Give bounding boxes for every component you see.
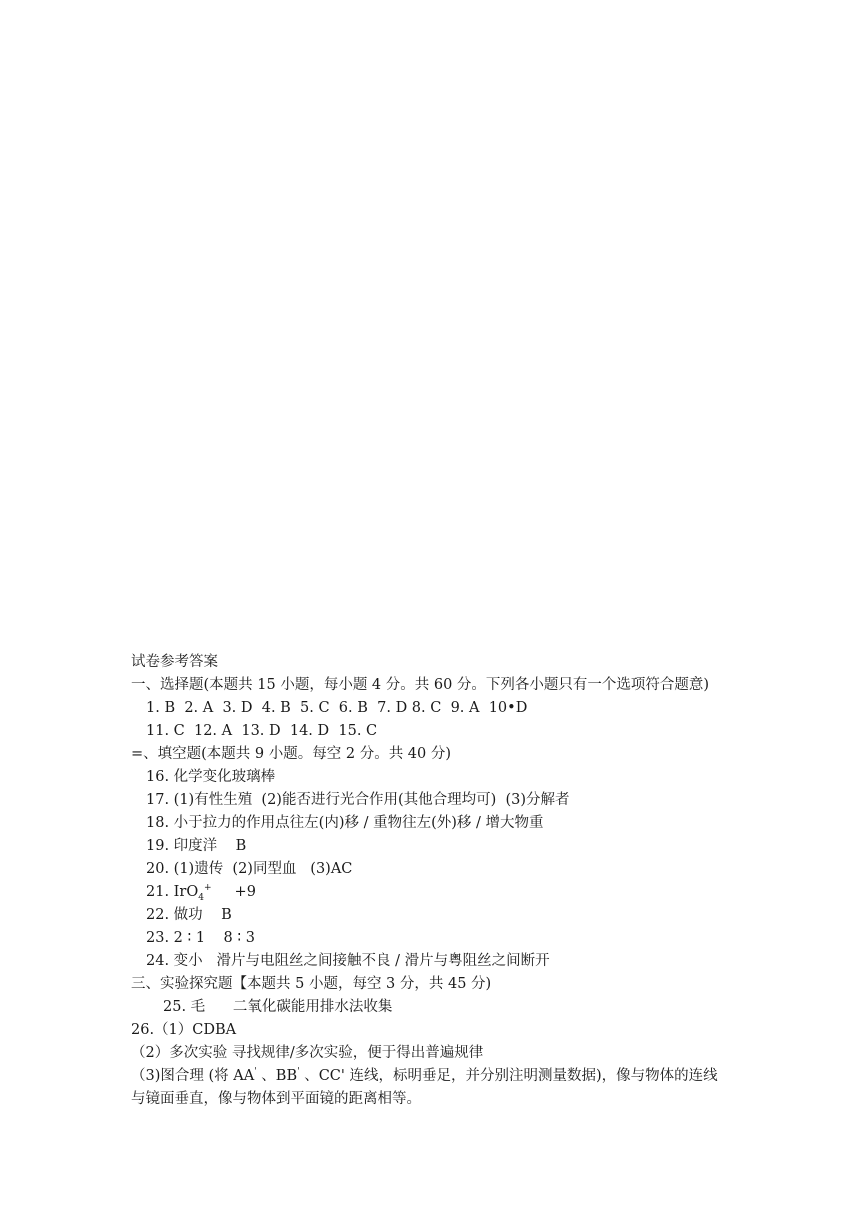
answer-q21-superscript: + — [203, 883, 212, 894]
answer-q22: 22. 做功 B — [146, 907, 232, 923]
answer-q26-part3 — [131, 1066, 718, 1088]
section1-heading: 一、选择题(本题共 15 小题，每小题 4 分。共 60 分。下列各小题只有一个选项符合题意) — [131, 677, 710, 693]
answer-q26-part3-text-a: （3)图合理 (将 AA — [131, 1068, 255, 1084]
section1-answers-row2: 11. C 12. A 13. D 14. D 15. C — [146, 723, 378, 739]
answer-q26-part3-continued: 与镜面垂直，像与物体到平面镜的距离相等。 — [131, 1091, 421, 1107]
section1-answers-row1: 1. B 2. A 3. D 4. B 5. C 6. B 7. D 8. C 9. A 10•D — [146, 700, 528, 716]
answer-q21 — [146, 882, 256, 904]
section2-heading: =、填空题(本题共 9 小题。每空 2 分。共 40 分) — [131, 746, 452, 762]
answer-q20: 20. (1)遗传 (2)同型血 (3)AC — [146, 861, 353, 877]
answer-q26-part2: （2）多次实验 寻找规律/多次实验，便于得出普遍规律 — [131, 1045, 484, 1061]
answer-q21-formula: 21. IrO — [146, 884, 199, 900]
answer-q21-subscript: 4 — [198, 892, 204, 903]
answer-q26-part3-text-b: 、BB — [256, 1068, 298, 1084]
answer-q16: 16. 化学变化玻璃棒 — [146, 769, 276, 785]
answer-q26-part1: 26.（1）CDBA — [131, 1022, 237, 1038]
answer-q19: 19. 印度洋 B — [146, 838, 247, 854]
prime-mark-1: ' — [254, 1067, 257, 1078]
answer-q26-part3-text-c: 、CC' 连线，标明垂足，并分别注明测量数据)，像与物体的连线 — [299, 1068, 718, 1084]
answer-q25: 25. 毛 二氧化碳能用排水法收集 — [163, 999, 393, 1015]
answer-q18: 18. 小于拉力的作用点往左(内)移 / 重物往左(外)移 / 增大物重 — [146, 815, 544, 831]
answer-q21-value: +9 — [211, 884, 256, 900]
answer-q23: 23. 2 ∶ 1 8 ∶ 3 — [146, 930, 255, 946]
section3-heading: 三、实验探究题【本题共 5 小题，每空 3 分，共 45 分) — [131, 976, 492, 992]
prime-mark-2: ' — [297, 1067, 300, 1078]
answer-q17: 17. (1)有性生殖 (2)能否进行光合作用(其他合理均可) (3)分解者 — [146, 792, 570, 808]
document-title: 试卷参考答案 — [131, 654, 218, 670]
answer-q24: 24. 变小 滑片与电阻丝之间接触不良 / 滑片与粤阻丝之间断开 — [146, 953, 550, 969]
